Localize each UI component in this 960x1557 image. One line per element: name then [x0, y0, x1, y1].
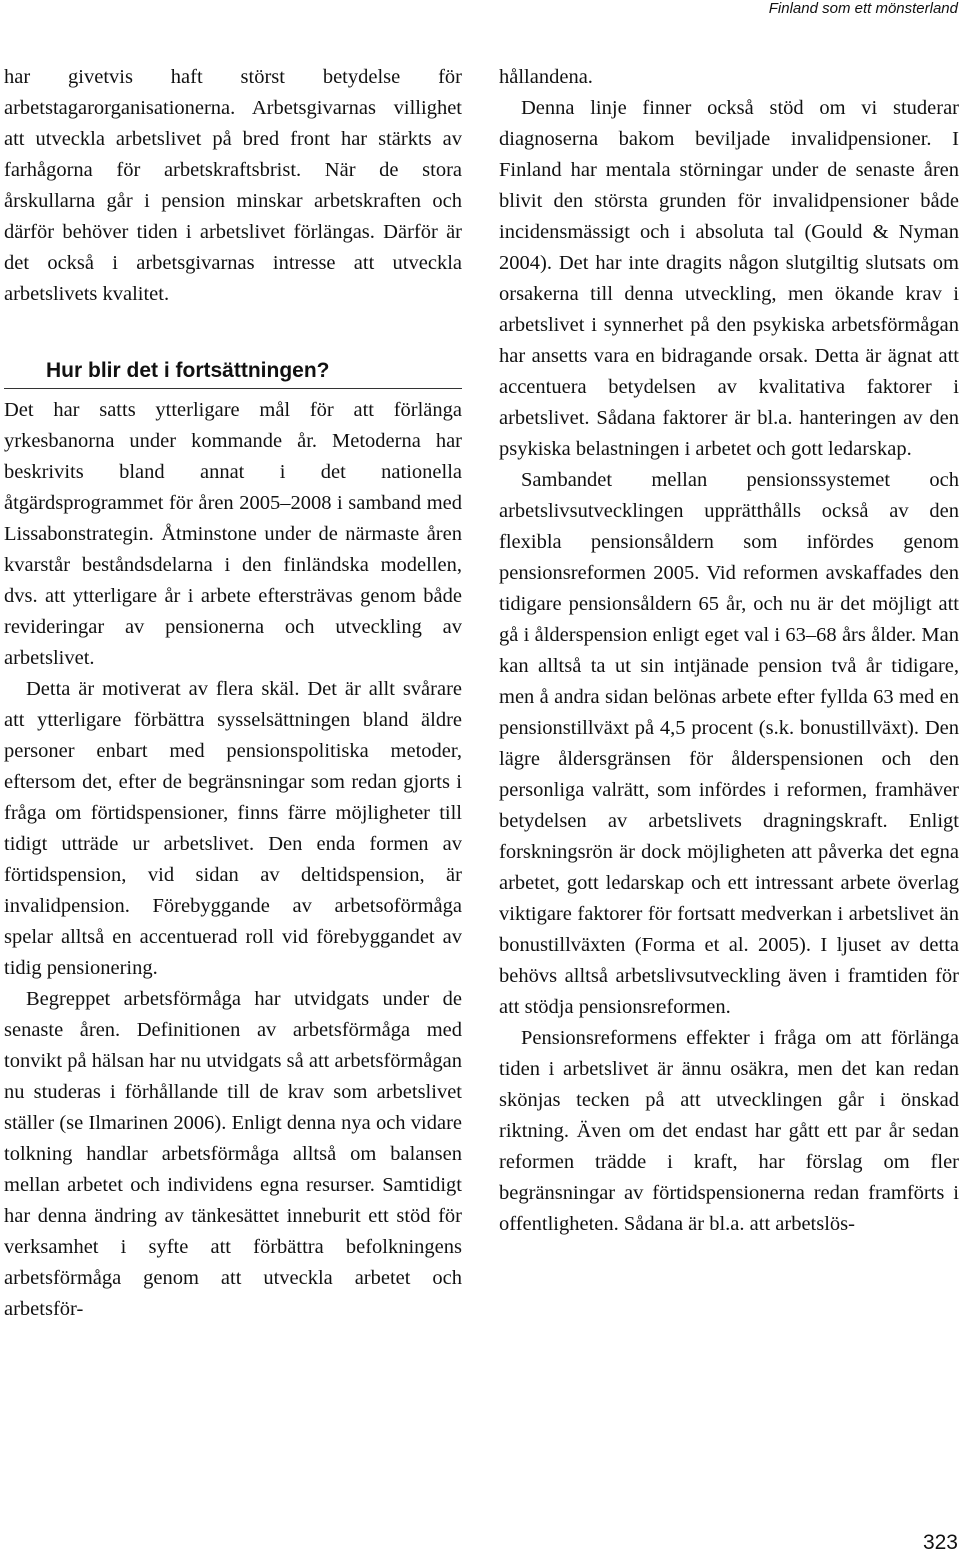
paragraph: har givetvis haft störst betydelse för arbetstagarorganisationerna. Arbetsgivarnas villighet att utveckla arbetslivet på bred front har stärkts av farhågorna för arbetskraftsbrist. När de stora årskullarna går i pension minskar arbetskraften och därför behöver tiden i arbetslivet förlängas. Därför är det också i arbetsgivarnas intresse att utveckla arbetslivets kvalitet.: [4, 66, 462, 305]
paragraph: Sambandet mellan pensionssystemet och arbetslivsutvecklingen upprätthålls också av den flexibla pensionsåldern som infördes genom pensionsreformen 2005. Vid reformen avskaffades den tidigare pensionsåldern 65 år, och nu är det möjligt att gå i ålderspension enligt eget val i 63–68 års ålder. Man kan alltså ta ut sin intjänade pension två år tidigare, men å andra sidan belönas arbete efter fyllda 63 med en pensionstillväxt på 4,5 procent (s.k. bonustillväxt). Den lägre åldersgränsen för ålderspensionen och den personliga valrätt, som infördes i reformen, framhäver betydelsen av arbetslivets dragningskraft. Enligt forskningsrön är dock möjligheten att påverka det egna arbetet, gott ledarskap och ett intressant arbete överlag viktigare faktorer för fortsatt medverkan i arbetslivet än bonustillväxten (Forma et al. 2005). I ljuset av detta behövs alltså arbetslivsutveckling även i framtiden för att stödja pensionsreformen.: [499, 469, 959, 1018]
right-column: [499, 62, 959, 1240]
paragraph: Begreppet arbetsförmåga har utvidgats under de senaste åren. Definitionen av arbetsförmåga med tonvikt på hälsan har nu utvidgats så att arbetsförmågan nu studeras i förhållande till de krav som arbetslivet ställer (se Ilmarinen 2006). Enligt denna nya och vidare tolkning handlar arbetsförmåga alltså om balansen mellan arbetet och individens egna resurser. Samtidigt har denna ändring av tänkesättet inneburit ett stöd för verksamhet i syfte att förbättra befolkningens arbetsförmåga genom att utveckla arbetet och arbetsför-: [4, 988, 462, 1320]
page-number: 323: [922, 1531, 958, 1554]
paragraph: Denna linje finner också stöd om vi studerar diagnoserna bakom beviljade invalidpensioner. I Finland har mentala störningar under de senaste åren blivit den största grunden för invalidpensioner både incidensmässigt och i absoluta tal (Gould & Nyman 2004). Det har inte dragits någon slutgiltig slutsats om orsakerna till denna utveckling, men ökande krav i arbetslivet i synnerhet på den psykiska arbetsförmågan har ansetts vara en bidragande orsak. Detta är ägnat att accentuera betydelsen av kvalitativa faktorer i arbetslivet. Sådana faktorer är bl.a. hanteringen av den psykiska belastningen i arbetet och gott ledarskap.: [499, 97, 959, 460]
paragraph: Pensionsreformens effekter i fråga om att förlänga tiden i arbetslivet är ännu osäkra, men det kan redan skönjas tecken på att utvecklingen går i önskad riktning. Även om det endast har gått ett par år sedan reformen trädde i kraft, har förslag om fler begränsningar av förtidspensionerna redan framförts i offentligheten. Sådana är bl.a. att arbetslös-: [499, 1027, 959, 1235]
paragraph: Det har satts ytterligare mål för att förlänga yrkesbanorna under kommande år. Metoderna har beskrivits bland annat i det nationella åtgärdsprogrammet för åren 2005–2008 i samband med Lissabonstrategin. Åtminstone under de närmaste åren kvarstår beståndsdelarna i den finländska modellen, dvs. att ytterligare år i arbete eftersträvas genom både revideringar av pensionerna och utveckling av arbetslivet.: [4, 399, 462, 669]
paragraph: Detta är motiverat av flera skäl. Det är allt svårare att ytterligare förbättra sysselsättningen bland äldre personer enbart med pensionspolitiska metoder, eftersom det, efter de begränsningar som redan gjorts i fråga om förtidspensioner, finns färre möjligheter till tidigt utträde ur arbetslivet. Den enda formen av förtidspension, vid sidan av deltidspension, är invalidpension. Förebyggande av arbetsoförmåga spelar alltså en accentuerad roll vid förebyggandet av tidig pensionering.: [4, 678, 462, 979]
left-column: [4, 62, 462, 1325]
running-header: Finland som ett mönsterland: [768, 0, 958, 17]
section-heading: Hur blir det i fortsättningen?: [4, 358, 462, 389]
paragraph: hållandena.: [499, 66, 593, 88]
